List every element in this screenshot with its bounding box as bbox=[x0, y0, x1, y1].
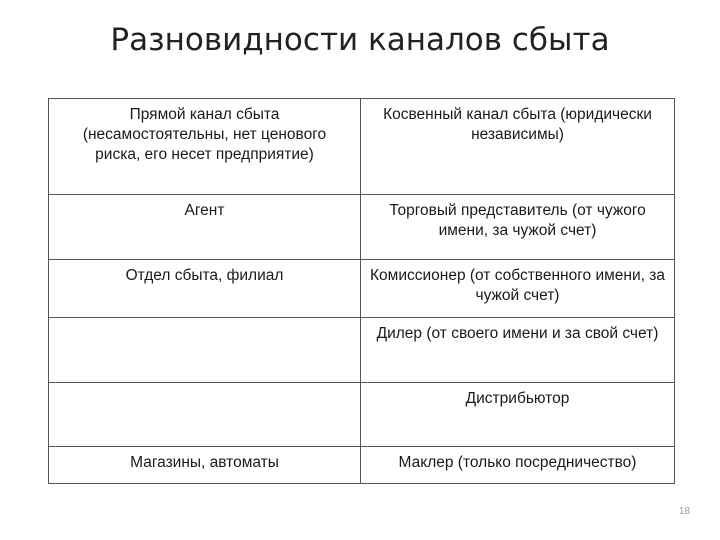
table-cell: Маклер (только посредничество) bbox=[361, 447, 675, 484]
table-cell: Торговый представитель (от чужого имени, за чужой счет) bbox=[361, 195, 675, 260]
table-row bbox=[49, 318, 675, 383]
table-cell: Агент bbox=[49, 195, 361, 260]
table-cell: Дистрибьютор bbox=[361, 383, 675, 447]
page-number: 18 bbox=[678, 506, 690, 517]
channels-table bbox=[48, 98, 675, 484]
table-cell bbox=[49, 318, 361, 383]
slide-title: Разновидности каналов сбыта bbox=[110, 22, 610, 58]
table-row bbox=[49, 260, 675, 318]
table-cell: Магазины, автоматы bbox=[49, 447, 361, 484]
table-row bbox=[49, 383, 675, 447]
table-cell: Отдел сбыта, филиал bbox=[49, 260, 361, 318]
table-cell bbox=[49, 383, 361, 447]
table-cell: Дилер (от своего имени и за свой счет) bbox=[361, 318, 675, 383]
table-row bbox=[49, 195, 675, 260]
table-cell: Комиссионер (от собственного имени, за чужой счет) bbox=[361, 260, 675, 318]
header-indirect-channel: Косвенный канал сбыта (юридически независимы) bbox=[361, 99, 675, 195]
header-direct-channel: Прямой канал сбыта (несамостоятельны, нет ценового риска, его несет предприятие) bbox=[49, 99, 361, 195]
table-header-row bbox=[49, 99, 675, 195]
table-row bbox=[49, 447, 675, 484]
